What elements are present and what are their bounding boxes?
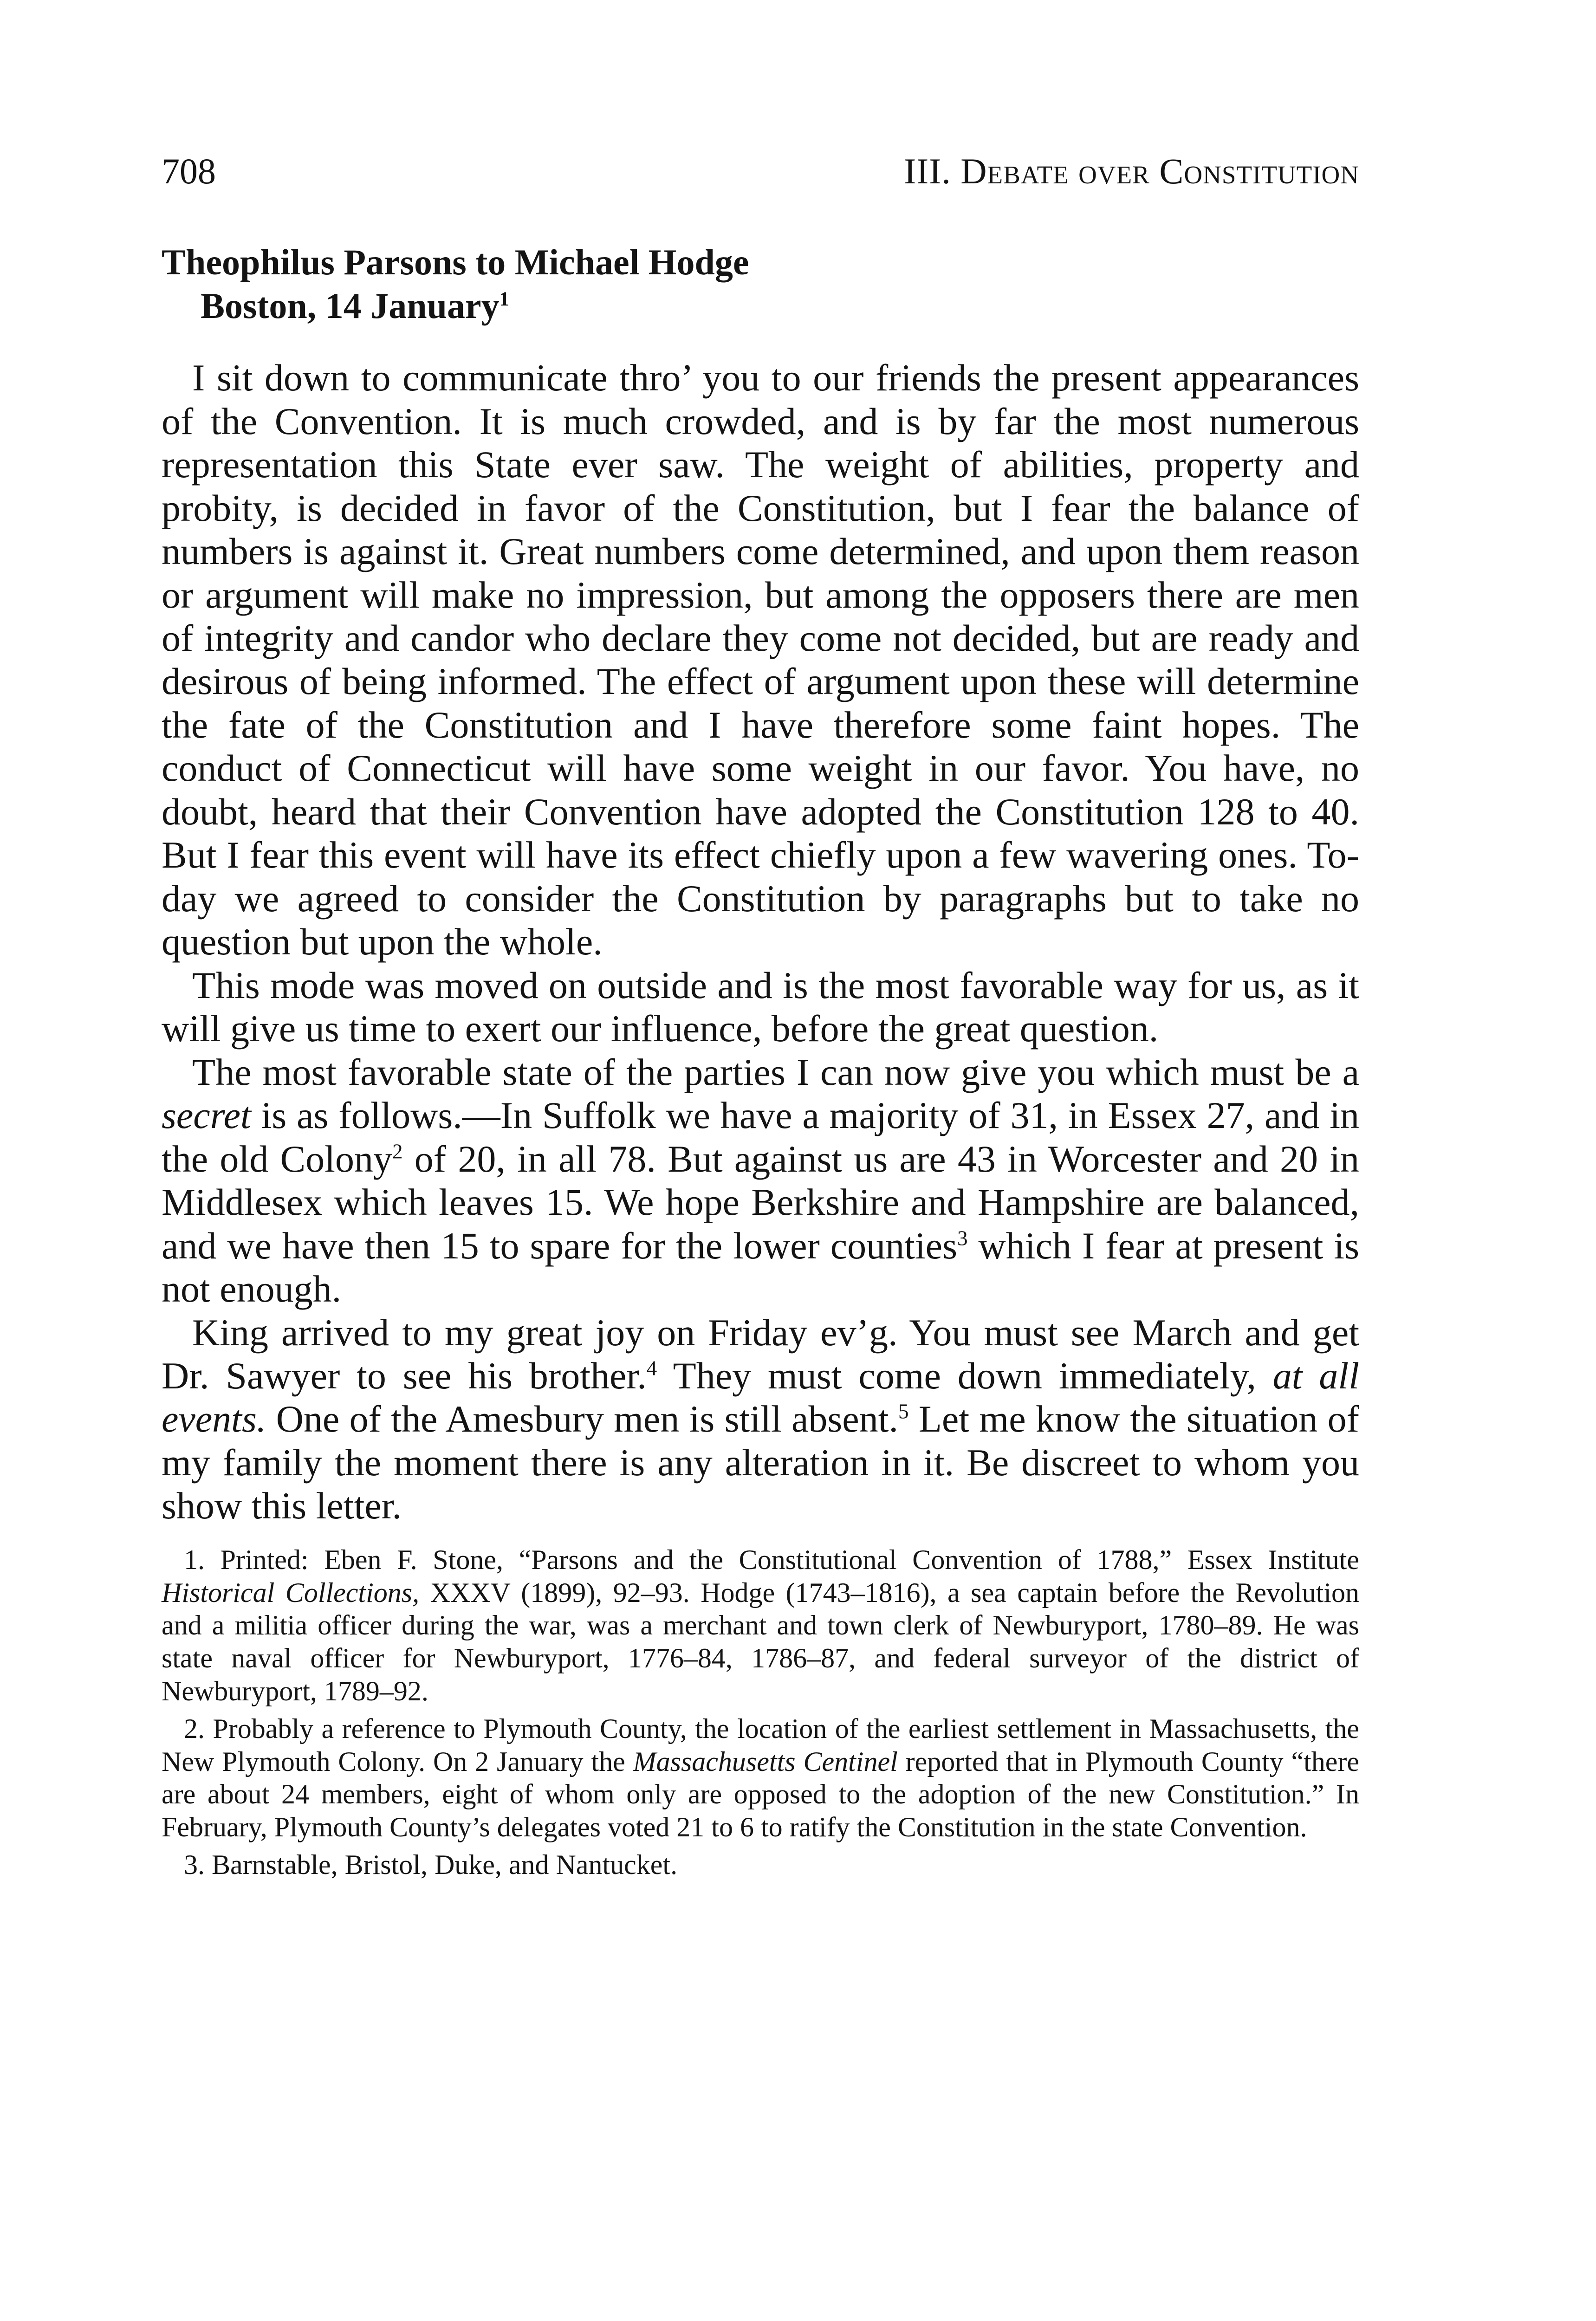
footnote-1 xyxy=(162,1543,1359,1708)
p4-emphasis: at all events. xyxy=(162,1354,1359,1440)
p3-text-c: of 20, in all 78. But against us are 43 in Worcester and 20 in Middlesex which leaves 15. We hope Berkshire and Hampshire are balanced, and we have then 15 to spare for the lower counties xyxy=(162,1137,1360,1267)
page-number: 708 xyxy=(162,151,216,191)
paragraph-4 xyxy=(162,1311,1359,1528)
fn1-text-a: 1. Printed: Eben F. Stone, “Parsons and the Constitutional Convention of 1788,” Essex Institute xyxy=(184,1544,1359,1575)
p4-text-b: They must come down immediately, xyxy=(657,1354,1273,1397)
paragraph-3 xyxy=(162,1050,1359,1311)
paragraph-1: I sit down to communicate thro’ you to our friends the present appearances of the Convention. It is much crowded, and is by far the most numerous representation this State ever saw. The weight of abilities, property and probity, is decided in favor of the Constitution, but I fear the balance of numbers is against it. Great numbers come determined, and upon them reason or argument will make no impression, but among the opposers there are men of integrity and candor who declare they come not decided, but are ready and desirous of being informed. The effect of argument upon these will determine the fate of the Constitution and I have therefore some faint hopes. The conduct of Connecticut will have some weight in our favor. You have, no doubt, heard that their Convention have adopted the Constitution 128 to 40. But I fear this event will have its effect chiefly upon a few wavering ones. To-day we agreed to consider the Constitution by paragraphs but to take no question but upon the whole. xyxy=(162,357,1359,963)
p3-text-b: is as follows.—In Suffolk we have a majority of 31, in Essex 27, and in the old Colony xyxy=(162,1094,1359,1180)
running-head xyxy=(162,153,1359,189)
footnote-2 xyxy=(162,1712,1359,1844)
footnote-ref-2: 2 xyxy=(392,1140,403,1163)
p3-secret: secret xyxy=(162,1094,251,1137)
fn1-italic: Historical Collections, xyxy=(162,1577,420,1608)
footnote-ref-3: 3 xyxy=(957,1226,968,1250)
p4-text-a: King arrived to my great joy on Friday ev’g. You must see March and get Dr. Sawyer to see his brother. xyxy=(162,1311,1359,1397)
book-page xyxy=(162,153,1359,1886)
heading-place-date xyxy=(162,284,1359,328)
fn2-text-b: reported that in Plymouth County “there are about 24 members, eight of whom only are opposed to the adoption of the new Constitution.” In February, Plymouth County’s delegates voted 21 to 6 to ratify the Constitution in the state Convention. xyxy=(162,1746,1359,1843)
heading-correspondents: Theophilus Parsons to Michael Hodge xyxy=(162,242,749,282)
p3-text-d: which I fear at present is not enough. xyxy=(162,1224,1359,1310)
footnote-3: 3. Barnstable, Bristol, Duke, and Nantucket. xyxy=(184,1849,678,1880)
fn2-italic: Massachusetts Centinel xyxy=(633,1746,898,1777)
document-heading xyxy=(162,240,1359,327)
footnote-ref-4: 4 xyxy=(646,1356,657,1380)
fn1-text-b: XXXV (1899), 92–93. Hodge (1743–1816), a sea captain before the Revolution and a militia officer during the war, was a merchant and town clerk of Newburyport, 1780–89. He was state naval officer for Newburyport, 1776–84, 1786–87, and federal surveyor of the district of Newburyport, 1789–92. xyxy=(162,1577,1360,1707)
p3-text-a: The most favorable state of the parties I can now give you which must be a xyxy=(192,1050,1359,1093)
heading-place-date-text: Boston, 14 January xyxy=(201,285,500,326)
footnote-ref-5: 5 xyxy=(898,1400,909,1424)
fn2-text-a: 2. Probably a reference to Plymouth County, the location of the earliest settlement in Massachusetts, the New Plymouth Colony. On 2 January the xyxy=(162,1713,1359,1777)
p4-text-d: Let me know the situation of my family the moment there is any alteration in it. Be discreet to whom you show this letter. xyxy=(162,1398,1359,1527)
footnote-ref-1: 1 xyxy=(499,288,510,310)
p4-text-c: One of the Amesbury men is still absent. xyxy=(266,1398,898,1440)
section-title: III. Debate over Constitution xyxy=(904,151,1359,191)
letter-body xyxy=(162,356,1359,1528)
paragraph-2: This mode was moved on outside and is the most favorable way for us, as it will give us time to exert our influence, before the great question. xyxy=(162,964,1359,1050)
footnotes xyxy=(162,1543,1359,1881)
